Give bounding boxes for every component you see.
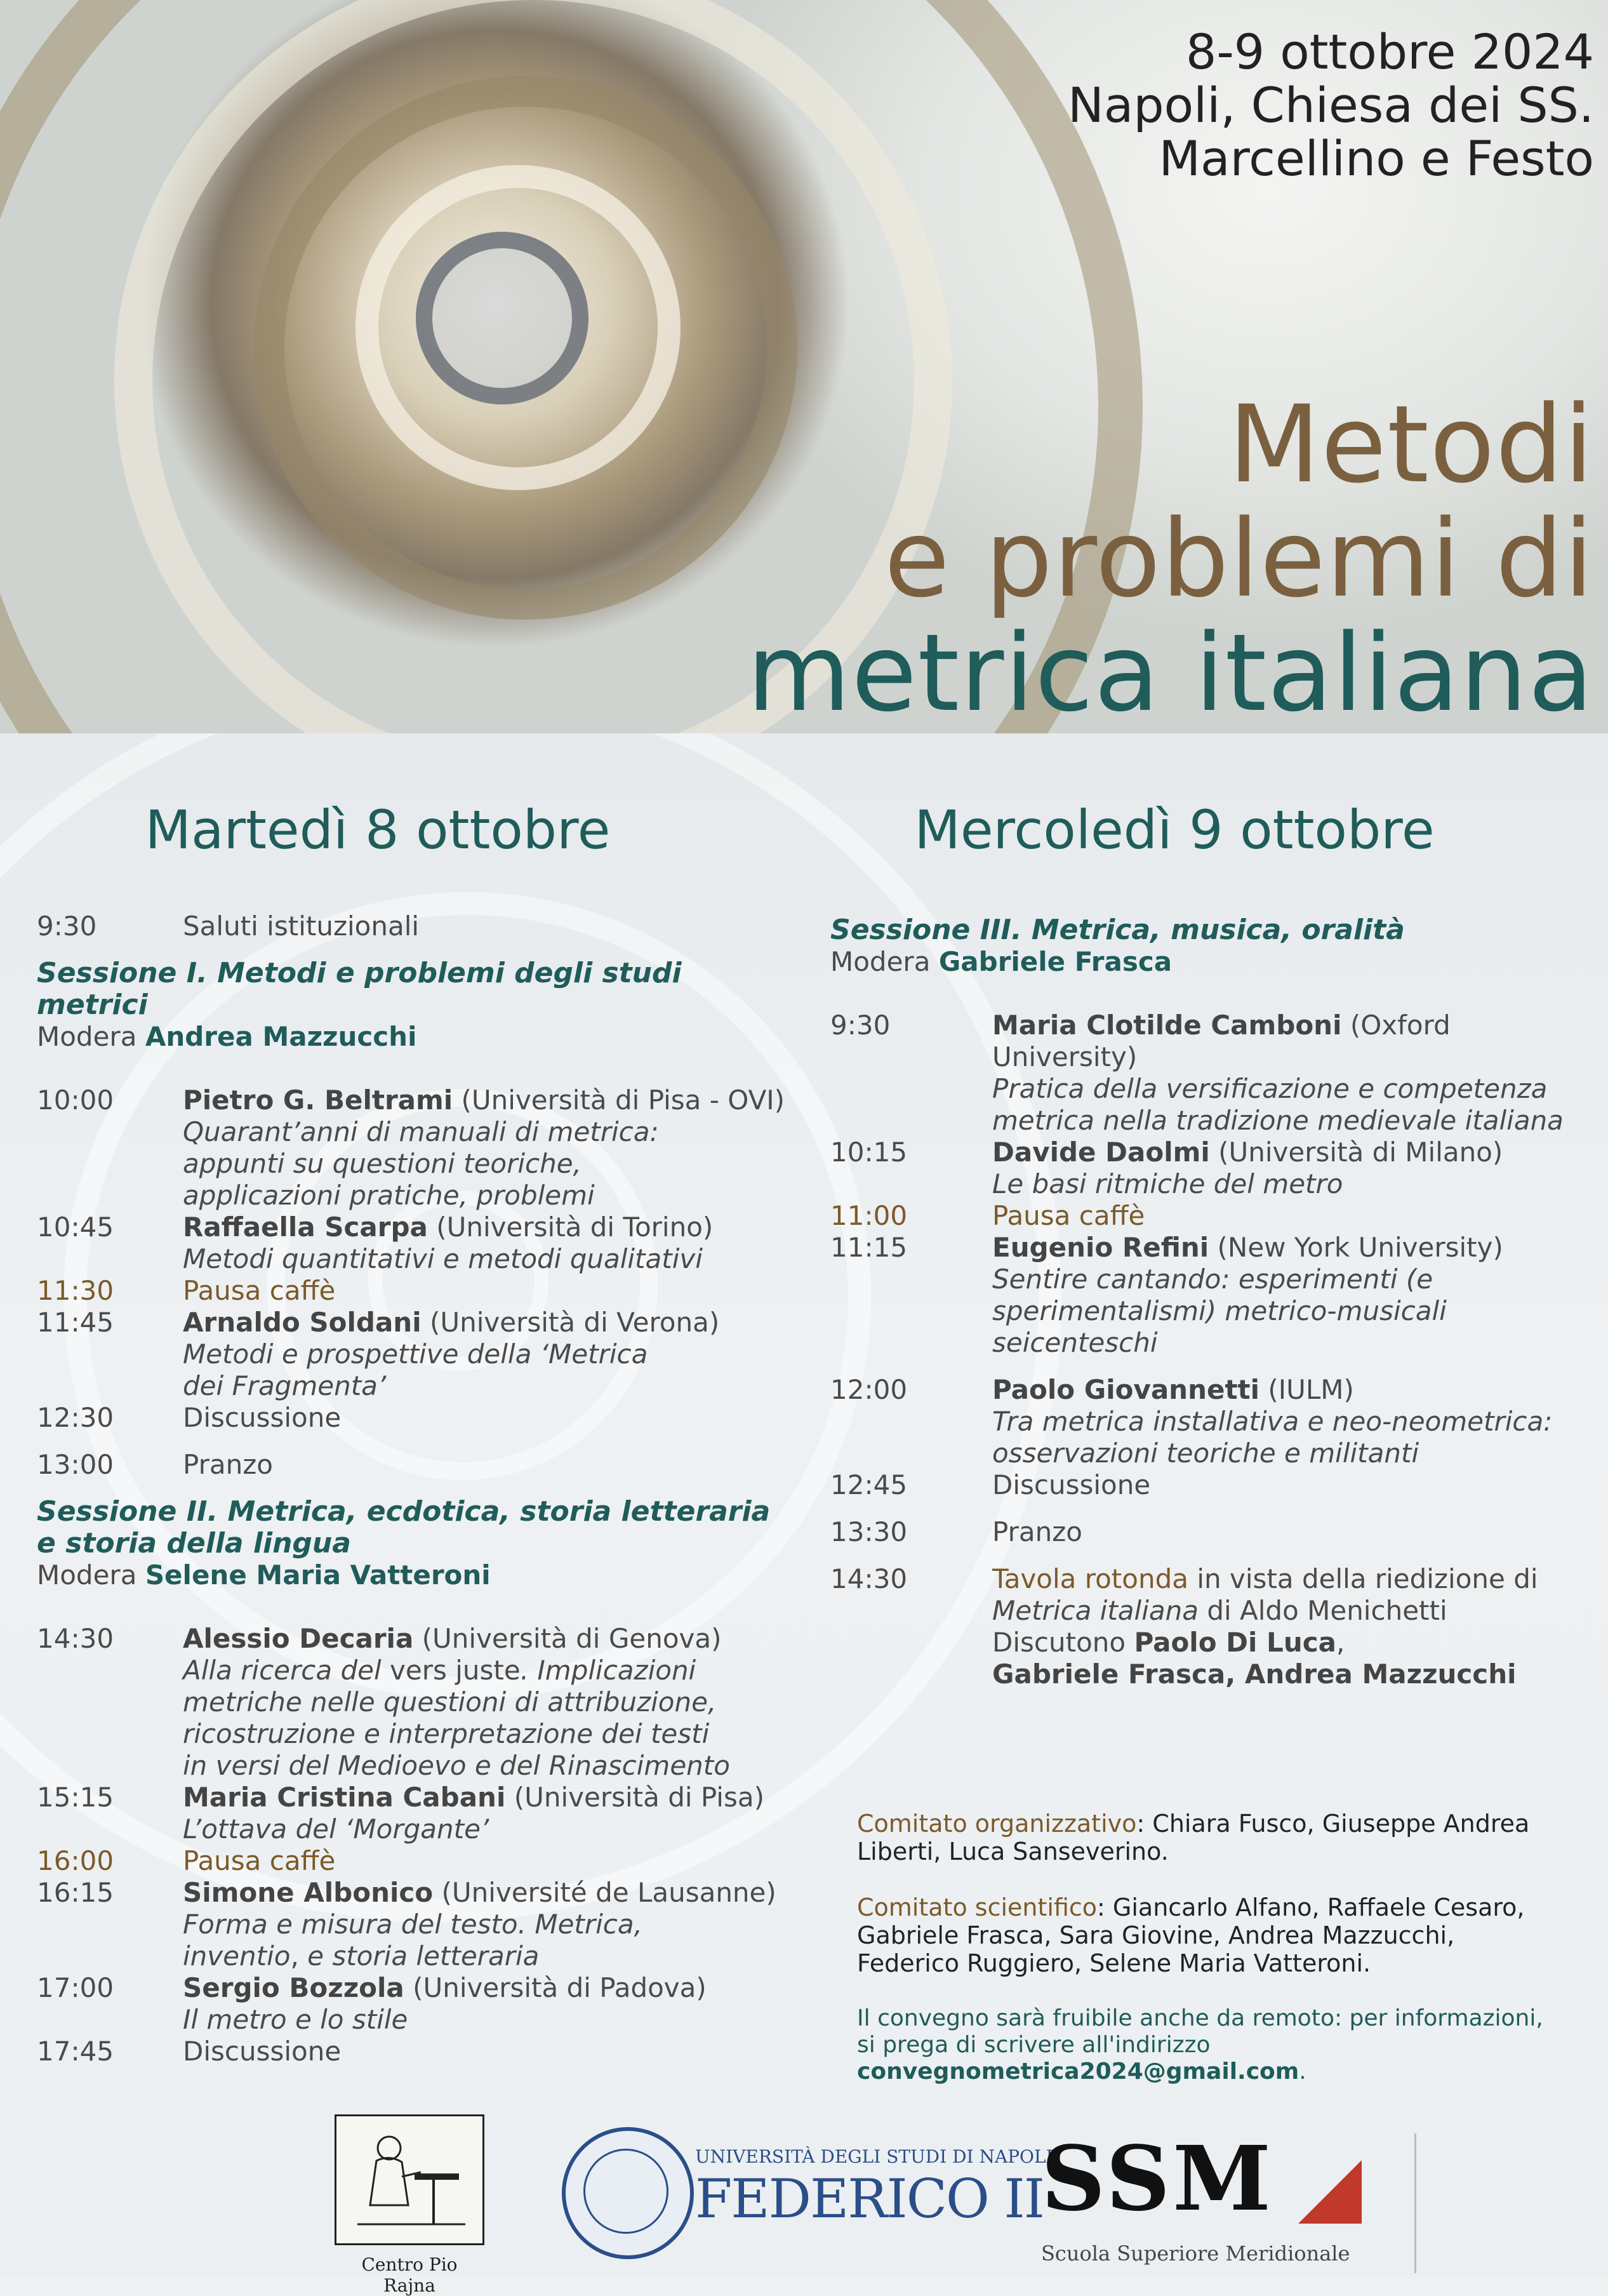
ssm-caption: Scuola Superiore Meridionale (1041, 2241, 1350, 2266)
program-row (37, 911, 799, 942)
moderator-name: Selene Maria Vatteroni (145, 1559, 491, 1591)
speaker: Pietro G. Beltrami (183, 1085, 453, 1116)
program-row (830, 1469, 1592, 1501)
book-title: Metrica italiana (992, 1595, 1199, 1626)
item-text: Discussione (992, 1469, 1151, 1500)
conference-title (747, 382, 1594, 733)
paper-title: Quarant’anni di manuali di metrica: appunti su questioni teoriche, applicazioni pratiche, problemi (183, 1116, 659, 1211)
day2-title: Mercoledì 9 ottobre (914, 799, 1435, 861)
time: 11:00 (830, 1200, 908, 1231)
moderator-label: Modera (830, 946, 931, 977)
program-row (830, 1563, 1592, 1690)
affiliation: (IULM) (1268, 1374, 1354, 1405)
affiliation: (Università di Padova) (413, 1972, 707, 2003)
affiliation: (Oxford University) (992, 1010, 1451, 1072)
program-row (37, 1623, 799, 1782)
affiliation: (Università di Torino) (436, 1211, 714, 1243)
day2-program (830, 914, 1592, 1690)
time: 10:00 (37, 1085, 114, 1116)
discussant-names: Gabriele Frasca, Andrea Mazzucchi (992, 1659, 1517, 1690)
program-row (37, 1211, 799, 1275)
federico-ii-subtitle: UNIVERSITÀ DEGLI STUDI DI NAPOLI (695, 2146, 1053, 2167)
time: 16:00 (37, 1845, 114, 1876)
pio-rajna-caption: Centro Pio Rajna (361, 2254, 458, 2296)
program-row (830, 1516, 1592, 1548)
paper-part: Alla ricerca del (183, 1655, 382, 1686)
affiliation: (Università di Pisa - OVI) (461, 1085, 785, 1116)
paper-title: Metodi quantitativi e metodi qualitativi (183, 1243, 703, 1274)
speaker: Eugenio Refini (992, 1232, 1209, 1263)
paper-title: Tra metrica installativa e neo-neometrica: osservazioni teoriche e militanti (992, 1406, 1553, 1469)
program-row (37, 1782, 799, 1845)
organizing-committee (857, 1810, 1555, 1866)
program-row (830, 1010, 1592, 1137)
item-text: Discussione (183, 2036, 342, 2067)
moderator (37, 1559, 799, 1591)
time: 15:15 (37, 1782, 114, 1813)
paper-part: . Implicazioni metriche nelle questioni di attribuzione, ricostruzione e interpretazione dei testi in versi del Medioevo e del Rinascimento (183, 1655, 730, 1781)
time: 12:45 (830, 1469, 908, 1500)
affiliation: (Università di Milano) (1218, 1137, 1503, 1168)
program-row (37, 1307, 799, 1402)
ssm-logo (1041, 2127, 1435, 2274)
paper-title: Sentire cantando: esperimenti (e sperimentalismi) metrico-musicali seicenteschi (992, 1264, 1447, 1358)
speaker: Maria Cristina Cabani (183, 1782, 506, 1813)
org-label: Comitato organizzativo (857, 1810, 1137, 1838)
moderator-label: Modera (37, 1559, 137, 1591)
speaker: Simone Albonico (183, 1877, 434, 1908)
centro-pio-rajna-logo (333, 2108, 486, 2296)
time: 16:15 (37, 1877, 114, 1908)
program-row (830, 1200, 1592, 1232)
item-text: Saluti istituzionali (183, 911, 420, 942)
round-table-label: Tavola rotonda (992, 1563, 1188, 1594)
moderator (37, 1021, 799, 1053)
book-author: di Aldo Menichetti (1207, 1595, 1447, 1626)
affiliation: (Università di Genova) (422, 1623, 722, 1654)
title-line2: e problemi di (884, 497, 1594, 621)
time: 11:30 (37, 1275, 114, 1306)
paper-title: Il metro e lo stile (183, 2004, 408, 2035)
remote-info: Il convegno sarà fruibile anche da remoto: per informazioni, si prega di scrivere all'indirizzo convegnometrica2024@gmail.com. (857, 2005, 1543, 2085)
program-row (37, 1085, 799, 1211)
speaker: Maria Clotilde Camboni (992, 1010, 1342, 1041)
round-table-text: in vista della riedizione di (1197, 1563, 1538, 1594)
contact-email-link[interactable]: convegnometrica2024@gmail.com (857, 2059, 1299, 2085)
moderator (830, 946, 1592, 978)
round-table (992, 1563, 1564, 1627)
header-banner (0, 0, 1608, 733)
discussants: Discutono Paolo Di Luca, (992, 1627, 1345, 1658)
program-row (37, 1845, 799, 1877)
time: 14:30 (830, 1563, 908, 1594)
item-text: Pranzo (992, 1516, 1082, 1547)
item-text: Pranzo (183, 1449, 273, 1480)
title-line1: Metodi (1228, 382, 1594, 507)
time: 11:45 (37, 1307, 114, 1338)
program-row (830, 1137, 1592, 1200)
time: 14:30 (37, 1623, 114, 1654)
logo-divider (1414, 2133, 1416, 2273)
federico-ii-logo (562, 2127, 1053, 2254)
time: 13:30 (830, 1516, 908, 1547)
scholar-icon (338, 2116, 481, 2239)
speaker: Alessio Decaria (183, 1623, 414, 1654)
affiliation: (Université de Lausanne) (441, 1877, 776, 1908)
speaker: Davide Daolmi (992, 1137, 1210, 1168)
time: 11:15 (830, 1232, 908, 1263)
speaker: Sergio Bozzola (183, 1972, 404, 2003)
paper-part: inventio (183, 1940, 291, 1972)
remote-text: Il convegno sarà fruibile anche da remoto: per informazioni, si prega di scrivere all'indirizzo (857, 2005, 1543, 2058)
paper-title: Metodi e prospettive della ‘Metrica dei Fragmenta’ (183, 1338, 648, 1401)
paper-part: vers juste (390, 1655, 521, 1686)
program-row (37, 1449, 799, 1481)
program-row (37, 1877, 799, 1972)
coffee-break: Pausa caffè (183, 1845, 336, 1876)
time: 12:30 (37, 1402, 114, 1433)
time: 17:00 (37, 1972, 114, 2003)
affiliation: (Università di Pisa) (514, 1782, 764, 1813)
affiliation: (New York University) (1217, 1232, 1503, 1263)
federico-ii-name: FEDERICO II (695, 2168, 1044, 2230)
logos-footer (0, 2108, 1608, 2296)
coffee-break: Pausa caffè (183, 1275, 336, 1306)
speaker: Raffaella Scarpa (183, 1211, 428, 1243)
item-text: Discussione (183, 1402, 342, 1433)
discussant-names: Paolo Di Luca (1134, 1627, 1336, 1658)
title-line3: metrica italiana (747, 611, 1594, 733)
time: 10:45 (37, 1211, 114, 1243)
session-title: Sessione I. Metodi e problemi degli studi metrici (37, 957, 682, 1021)
moderator-name: Gabriele Frasca (938, 946, 1173, 977)
speaker: Paolo Giovannetti (992, 1374, 1260, 1405)
paper-part: e storia letteraria (307, 1940, 540, 1972)
time: 9:30 (37, 911, 97, 942)
time: 9:30 (830, 1010, 891, 1041)
paper-title: Forma e misura del testo. Metrica, inventio, e storia letteraria (183, 1909, 642, 1972)
moderator-label: Modera (37, 1021, 137, 1052)
ssm-triangle-icon (1298, 2160, 1362, 2224)
affiliation: (Università di Verona) (429, 1307, 720, 1338)
ssm-wordmark: SSM (1041, 2127, 1274, 2231)
event-date: 8-9 ottobre 2024 (1185, 23, 1594, 80)
program-row (830, 1232, 1592, 1359)
event-date-location (1068, 25, 1594, 185)
org-names: : Chiara Fusco, Giuseppe Andrea Liberti, Luca Sanseverino. (857, 1810, 1530, 1866)
scientific-committee (857, 1893, 1555, 1977)
speaker: Arnaldo Soldani (183, 1307, 422, 1338)
sci-label: Comitato scientifico (857, 1893, 1098, 1921)
day1-program (37, 911, 799, 2067)
program-row (37, 1972, 799, 2036)
program-row (37, 1402, 799, 1434)
discussants-label: Discutono (992, 1627, 1126, 1658)
pio-rajna-engraving (335, 2114, 484, 2245)
university-seal-icon (562, 2127, 694, 2259)
shell-ring (416, 232, 588, 404)
time: 12:00 (830, 1374, 908, 1405)
moderator-name: Andrea Mazzucchi (145, 1021, 417, 1052)
event-location-line2: Marcellino e Festo (1159, 130, 1594, 187)
session-title: Sessione III. Metrica, musica, oralità (830, 914, 1405, 946)
time: 10:15 (830, 1137, 908, 1168)
sci-names: : Giancarlo Alfano, Raffaele Cesaro, Gabriele Frasca, Sara Giovine, Andrea Mazzucchi, Federico Ruggiero, Selene Maria Vatteroni. (857, 1893, 1525, 1977)
event-location-line1: Napoli, Chiesa dei SS. (1067, 77, 1594, 133)
paper-title (183, 1655, 741, 1782)
paper-title: L’ottava del ‘Morgante’ (183, 1813, 489, 1845)
coffee-break: Pausa caffè (992, 1200, 1145, 1231)
time: 13:00 (37, 1449, 114, 1480)
program-row (37, 1275, 799, 1307)
session-title: Sessione II. Metrica, ecdotica, storia letteraria e storia della lingua (37, 1495, 771, 1559)
committee-info (857, 1810, 1555, 2113)
paper-title: Pratica della versificazione e competenza metrica nella tradizione medievale italiana (992, 1073, 1564, 1136)
program-row (830, 1374, 1592, 1469)
paper-title: Le basi ritmiche del metro (992, 1168, 1343, 1199)
paper-part: Forma e misura del testo. Metrica, (183, 1909, 642, 1940)
time: 17:45 (37, 2036, 114, 2067)
program-row (37, 2036, 799, 2067)
day1-title: Martedì 8 ottobre (145, 799, 611, 861)
